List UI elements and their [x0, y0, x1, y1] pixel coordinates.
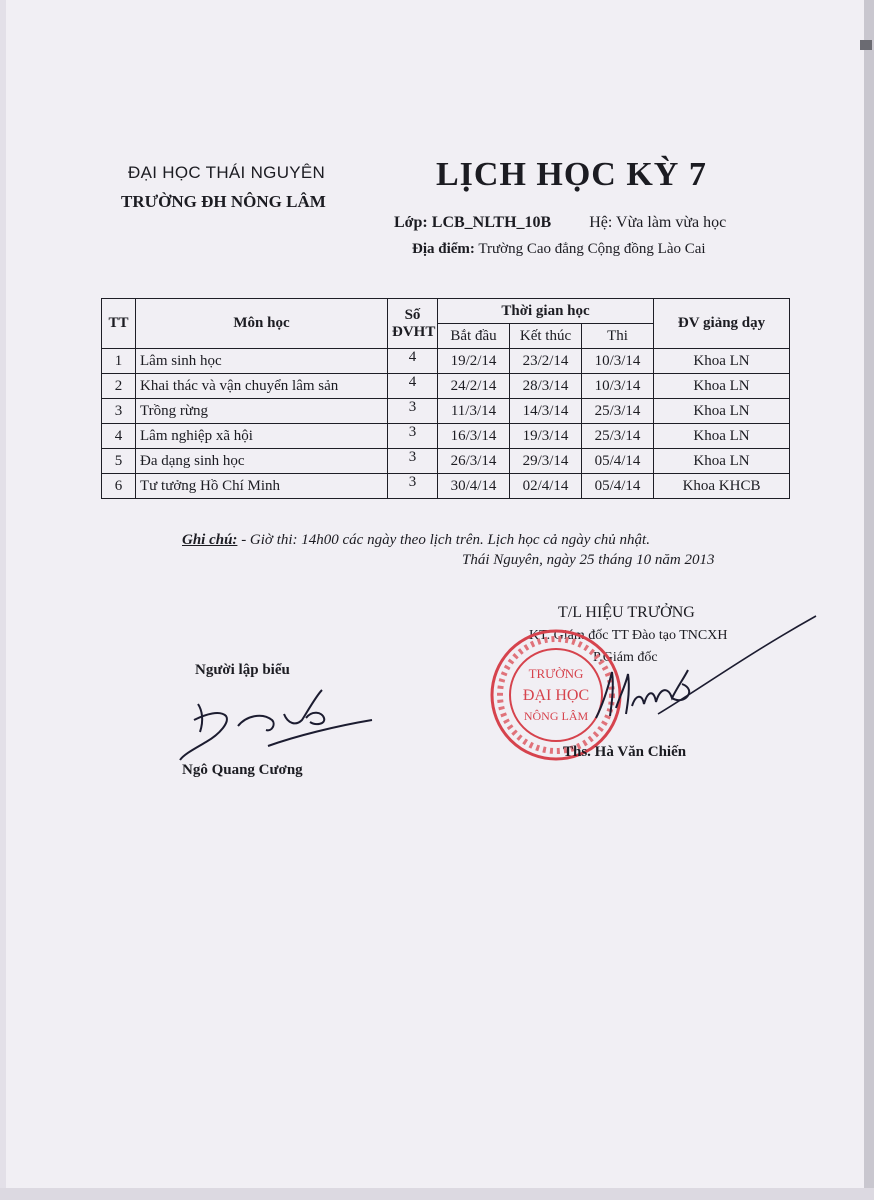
header-subject: Môn học	[136, 299, 388, 349]
document-title: LỊCH HỌC KỲ 7	[436, 156, 707, 193]
header-tt: TT	[102, 299, 136, 349]
header-dept: ĐV giảng dạy	[654, 299, 790, 349]
header-end: Kết thúc	[510, 324, 582, 349]
cell-dept: Khoa LN	[654, 424, 790, 449]
cell-credits: 3	[388, 424, 438, 449]
university-name: ĐẠI HỌC THÁI NGUYÊN	[128, 163, 326, 182]
cell-end: 29/3/14	[510, 449, 582, 474]
cell-exam: 05/4/14	[582, 474, 654, 499]
table-row	[102, 374, 790, 399]
table-row	[102, 399, 790, 424]
cell-exam: 25/3/14	[582, 399, 654, 424]
signer-name: Ths. Hà Văn Chiến	[563, 744, 687, 760]
cell-subject: Khai thác và vận chuyển lâm sản	[136, 374, 388, 399]
table-header-row	[102, 299, 790, 324]
cell-tt: 2	[102, 374, 136, 399]
cell-credits: 4	[388, 374, 438, 399]
cell-exam: 05/4/14	[582, 449, 654, 474]
stamp-line-2: ĐẠI HỌC	[522, 687, 590, 704]
header-start: Bắt đầu	[438, 324, 510, 349]
cell-end: 28/3/14	[510, 374, 582, 399]
footnote-text: - Giờ thi: 14h00 các ngày theo lịch trên. Lịch học cả ngày chủ nhật.	[237, 532, 650, 548]
scan-edge-left	[0, 0, 6, 1200]
place-date: Thái Nguyên, ngày 25 tháng 10 năm 2013	[462, 552, 715, 568]
system-label: Hệ:	[589, 214, 613, 231]
location-value: Trường Cao đẳng Cộng đồng Lào Cai	[478, 241, 706, 257]
schedule-table	[101, 298, 790, 499]
location-line	[412, 241, 706, 258]
preparer-title: Người lập biểu	[195, 662, 290, 678]
director-signature	[588, 610, 820, 740]
table-row	[102, 474, 790, 499]
cell-subject: Lâm nghiệp xã hội	[136, 424, 388, 449]
scan-corner-mark	[860, 40, 872, 50]
stamp-line-1: TRƯỜNG	[528, 666, 584, 681]
cell-end: 02/4/14	[510, 474, 582, 499]
cell-tt: 5	[102, 449, 136, 474]
scan-edge-bottom	[0, 1188, 874, 1200]
preparer-signature	[176, 680, 376, 768]
header-credits	[388, 299, 438, 349]
cell-tt: 1	[102, 349, 136, 374]
cell-credits: 3	[388, 449, 438, 474]
cell-start: 26/3/14	[438, 449, 510, 474]
cell-dept: Khoa LN	[654, 449, 790, 474]
cell-end: 23/2/14	[510, 349, 582, 374]
cell-subject: Lâm sinh học	[136, 349, 388, 374]
cell-start: 16/3/14	[438, 424, 510, 449]
cell-end: 14/3/14	[510, 399, 582, 424]
header-time-group: Thời gian học	[438, 299, 654, 324]
footnote-label: Ghi chú:	[182, 532, 238, 548]
cell-dept: Khoa LN	[654, 374, 790, 399]
header-exam: Thi	[582, 324, 654, 349]
cell-start: 24/2/14	[438, 374, 510, 399]
cell-tt: 4	[102, 424, 136, 449]
cell-exam: 10/3/14	[582, 374, 654, 399]
cell-credits: 4	[388, 349, 438, 374]
cell-credits: 3	[388, 474, 438, 499]
cell-dept: Khoa LN	[654, 399, 790, 424]
cell-subject: Trồng rừng	[136, 399, 388, 424]
preparer-name: Ngô Quang Cương	[182, 762, 303, 778]
table-row	[102, 424, 790, 449]
cell-exam: 10/3/14	[582, 349, 654, 374]
authority-line-2: KT. Giám đốc TT Đào tạo TNCXH	[529, 628, 728, 643]
cell-dept: Khoa KHCB	[654, 474, 790, 499]
cell-dept: Khoa LN	[654, 349, 790, 374]
cell-start: 30/4/14	[438, 474, 510, 499]
class-value: LCB_NLTH_10B	[431, 214, 552, 231]
cell-subject: Tư tưởng Hồ Chí Minh	[136, 474, 388, 499]
class-info-line	[394, 214, 726, 232]
cell-exam: 25/3/14	[582, 424, 654, 449]
header-credits-line1: Số	[404, 306, 421, 323]
authority-line-3: P.Giám đốc	[593, 650, 658, 665]
cell-subject: Đa dạng sinh học	[136, 449, 388, 474]
cell-credits: 3	[388, 399, 438, 424]
class-label: Lớp:	[394, 214, 428, 231]
scan-edge-right	[864, 0, 874, 1200]
cell-tt: 6	[102, 474, 136, 499]
cell-end: 19/3/14	[510, 424, 582, 449]
school-name: TRƯỜNG ĐH NÔNG LÂM	[121, 192, 326, 211]
footnote	[182, 532, 650, 549]
system-value: Vừa làm vừa học	[616, 214, 727, 231]
table-row	[102, 349, 790, 374]
stamp-line-3: NÔNG LÂM	[523, 709, 589, 723]
cell-start: 19/2/14	[438, 349, 510, 374]
cell-start: 11/3/14	[438, 399, 510, 424]
authority-title: T/L HIỆU TRƯỞNG	[558, 604, 695, 621]
header-credits-line2: ĐVHT	[392, 323, 436, 340]
table-row	[102, 449, 790, 474]
location-label: Địa điểm:	[412, 241, 475, 257]
cell-tt: 3	[102, 399, 136, 424]
